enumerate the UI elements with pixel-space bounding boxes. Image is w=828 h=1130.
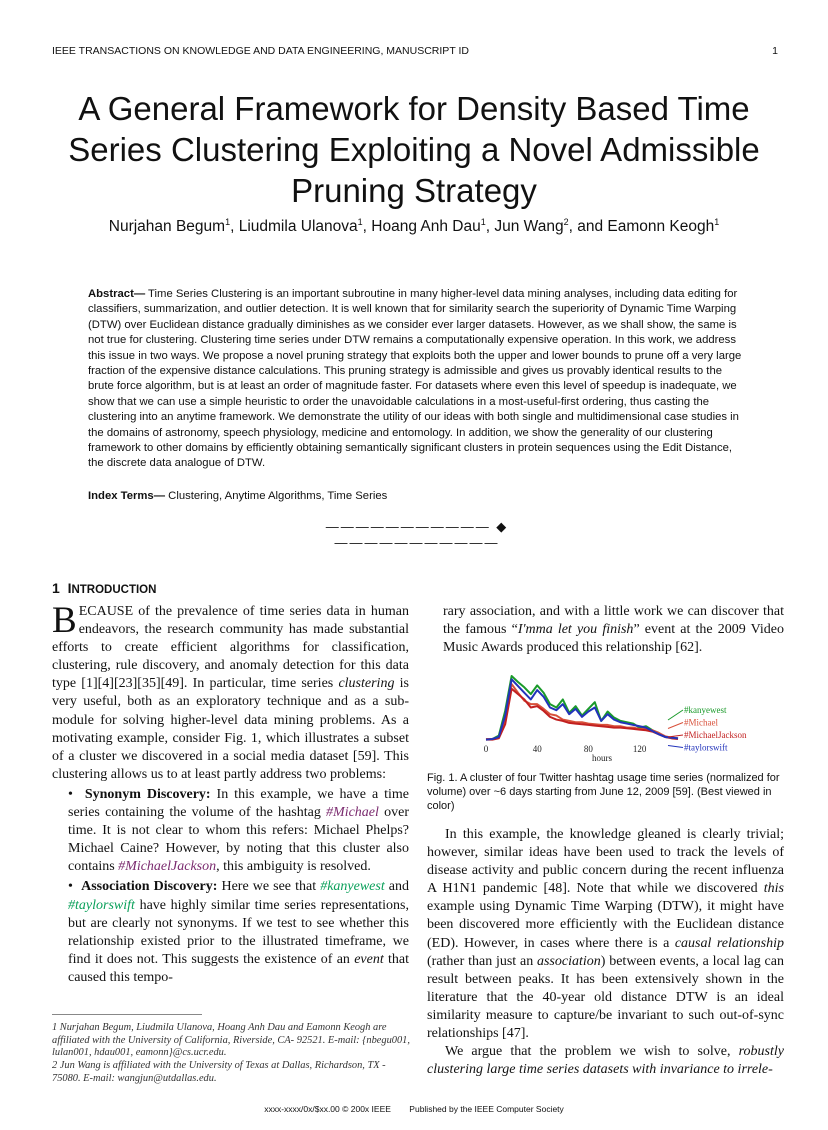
legend-entry: #Michael (684, 717, 718, 728)
figure-1-chart (482, 666, 782, 766)
author-name: Liudmila Ulanova$^1$ (238, 217, 363, 236)
emphasis: association (536, 953, 601, 969)
legend-leader-line (668, 746, 683, 748)
journal-name: IEEE TRANSACTIONS ON KNOWLEDGE AND DATA ENGINEERING, MANUSCRIPT ID (52, 45, 469, 57)
author-name: Nurjahan Begum$^1$ (108, 217, 231, 236)
author-list: Nurjahan Begum$^1$, Liudmila Ulanova$^1$, Hoang Anh Dau$^1$, Jun Wang$^2$, and Eamonn Keogh$^1$ (108, 217, 720, 236)
x-tick-label: 40 (532, 744, 542, 754)
footnote-2: 2 Jun Wang is affiliated with the University of Texas at Dallas, Richardson, TX - 75080. E-mail: wangjun@utdallas.edu. (52, 1060, 386, 1084)
quote-emphasis: I'mma let you finish (517, 622, 634, 638)
text: rary association, and with a little work we can discover that the famous “ (443, 604, 784, 638)
text: ) between events, a local lag can result between peaks. It has been extensively shown in the literature that the 40-year old distance DTW is an ideal similarity measure to capture/be invariant to such out-of-sync relationships [47]. (427, 953, 784, 1042)
left-column (52, 600, 410, 987)
x-tick-label: 120 (632, 744, 647, 754)
bullet-text: and (384, 879, 410, 895)
x-axis-ticks (484, 744, 647, 754)
emphasis: causal relationship (674, 935, 785, 951)
footnotes (52, 1022, 414, 1086)
legend-entry: #MichaelJackson (684, 730, 747, 740)
x-axis-label: hours (592, 753, 612, 763)
bullet-emphasis: event (354, 951, 384, 967)
index-terms-label: Index Terms— (88, 490, 166, 502)
bullet-text: that caused this tempo- (68, 951, 409, 985)
section-divider: ——————————— ◆ ——————————— (325, 519, 509, 550)
legend (668, 705, 747, 753)
bullet-text: , this ambiguity is resolved. (216, 859, 371, 875)
copyright-notice: xxxx-xxxx/0x/$xx.00 © 200x IEEE (264, 1104, 391, 1114)
bullet-association-discovery: • Association Discovery: Here we see that #kanyewest and #taylorswift have highly similar time series representations, but are clearly not synonyms. If we test to see whether this relationship existed prior to the illustrated timeframe, we find it does not. This suggests the existence of an event that caused this tempo- (68, 879, 410, 985)
bullet-text: have highly similar time series representations, but are clearly not synonyms. If we test to see whether this relationship existed prior to the illustrated timeframe, we find it does not. This suggests the existence of an (68, 897, 409, 967)
legend-leader-line (668, 723, 683, 729)
abstract-text: Time Series Clustering is an important subroutine in many higher-level data mining analyses, including data editing for classifiers, summarization, and outlier detection. It is well known that for similarity search the superiority of Dynamic Time Warping (DTW) over Euclidean distance gradually diminishes as we consider ever larger datasets. However, as we shall show, the same is not true for clustering. Clustering time series under DTW remains a computationally expensive operation. In this work, we address this issue in two ways. We propose a novel pruning strategy that exploits both the upper and lower bounds to prune off a very large fraction of the expensive distance calculations. This pruning strategy is admissible and gives us provably identical results to the brute force algorithm, but is at least an order of magnitude faster. For datasets where even this level of speedup is inadequate, we show that we can use a simple heuristic to order the unavoidable calculations in a most-useful-first ordering, thus casting the clustering into an anytime framework. We demonstrate the utility of our ideas with both single and multidimensional case studies in the domains of astronomy, speech physiology, medicine and entomology. In addition, we show the generality of our clustering framework to other domains by efficiently obtaining semantically significant clusters in protein sequences using the Edit Distance, the discrete data analogue of DTW. (88, 288, 742, 470)
hashtag-taylorswift: #taylorswift (68, 897, 135, 913)
affiliation-mark: 1 (714, 217, 720, 227)
affiliation-mark: 1 (357, 217, 363, 227)
affiliation-mark: 1 (480, 217, 486, 227)
abstract-label: Abstract— (88, 288, 146, 300)
page-number: 1 (772, 45, 778, 57)
footnote-rule (52, 1014, 202, 1015)
text: (rather than just an (427, 953, 537, 969)
section-title-rest: NTRODUCTION (71, 584, 157, 596)
x-tick-label: 80 (583, 744, 593, 754)
bullet-label: Synonym Discovery: (84, 786, 211, 802)
paragraph (427, 826, 784, 1043)
paper-title: A General Framework for Density Based Time Series Clustering Exploiting a Novel Admissible Pruning Strategy (68, 90, 760, 209)
footnote-1: 1 Nurjahan Begum, Liudmila Ulanova, Hoang Anh Dau and Eamonn Keogh are affiliated with the University of California, Riverside, CA- 92521. E-mail: {nbegu001, lulan001, hdau001, eamonn}@cs.ucr.edu. (52, 1022, 410, 1059)
index-terms-text: Clustering, Anytime Algorithms, Time Series (165, 490, 388, 502)
author-name: Jun Wang$^2$ (494, 217, 569, 236)
figure-caption: Fig. 1. A cluster of four Twitter hashtag usage time series (normalized for volume) over ~6 days starting from June 12, 2009 [59]. (Best viewed in color) (427, 772, 780, 812)
text: example using Dynamic Time Warping (DTW), it might have been discovered more efficiently with the Euclidean distance (ED). However, in cases where there is a (427, 899, 784, 951)
legend-entry: #taylorswift (684, 742, 728, 753)
intro-text-a: ECAUSE of the prevalence of time series data in human endeavors, the research community has made substantial efforts to create efficient algorithms for classification, clustering, rule discovery, and anomaly detection for this data type [1][4][23][35][49]. In particular, time series (52, 604, 409, 692)
intro-paragraph (52, 600, 409, 784)
plot-lines (486, 676, 678, 740)
bullet-text: over time. It is not clear to whom this refers: Michael Phelps? Michael Caine? However, by noting that this cluster also contains (68, 805, 409, 875)
right-column-top (443, 603, 784, 657)
emphasis: robustly clustering large time series datasets with invariance to irrele- (427, 1044, 784, 1078)
bullet-text: In this example, we have a time series containing the volume of the hashtag (68, 786, 410, 821)
legend-leader-line (668, 735, 683, 737)
publisher-notice: Published by the IEEE Computer Society (409, 1104, 564, 1114)
bullet-text: Here we see that (217, 879, 321, 895)
hashtag-kanyewest: #kanyewest (320, 879, 385, 895)
text: ” event at the 2009 Video Music Awards produced this relationship [62]. (443, 622, 784, 656)
affiliation-mark: 1 (225, 217, 231, 227)
right-column-bottom (427, 826, 784, 1079)
author-name: Hoang Anh Dau$^1$ (371, 217, 486, 236)
author-name: Eamonn Keogh$^1$ (607, 217, 720, 236)
hashtag-michaeljackson: #MichaelJackson (118, 859, 217, 875)
page-footer (0, 1104, 828, 1114)
hashtag-michael: #Michael (326, 805, 379, 821)
bullet-synonym-discovery: • Synonym Discovery: In this example, we have a time series containing the volume of the hashtag #Michael over time. It is not clear to whom this refers: Michael Phelps? Michael Caine? However, by noting that this cluster also contains #MichaelJackson, this ambiguity is resolved. (68, 786, 410, 875)
index-terms (88, 490, 750, 502)
intro-text-b: is very useful, both as an exploratory technique and as a sub-module for solving higher-level data mining problems. As a motivating example, consider Fig. 1, which illustrates a subset of a cluster we discovered in a social media dataset [59]. This clustering allows us to at least partly address two problems: (52, 676, 409, 782)
legend-entry: #kanyewest (684, 705, 727, 715)
intro-emphasis: clustering (338, 676, 395, 692)
text: In this example, the knowledge gleaned is clearly trivial; however, similar ideas have been used to track the levels of disease activity and public concern during the recent influenza A H1N1 pandemic [48]. Note that while we discovered (427, 827, 784, 897)
bullet-label: Association Discovery: (81, 879, 218, 895)
drop-cap: B (52, 600, 77, 641)
paragraph (427, 1043, 784, 1079)
legend-leader-line (668, 710, 683, 720)
section-title-first: I (67, 580, 72, 596)
text: We argue that the problem we wish to solve, (445, 1044, 739, 1060)
abstract (88, 287, 750, 472)
section-number: 1 (52, 580, 60, 596)
emphasis: this (763, 881, 784, 897)
x-tick-label: 0 (483, 744, 489, 754)
affiliation-mark: 2 (563, 217, 569, 227)
section-heading (52, 580, 156, 596)
